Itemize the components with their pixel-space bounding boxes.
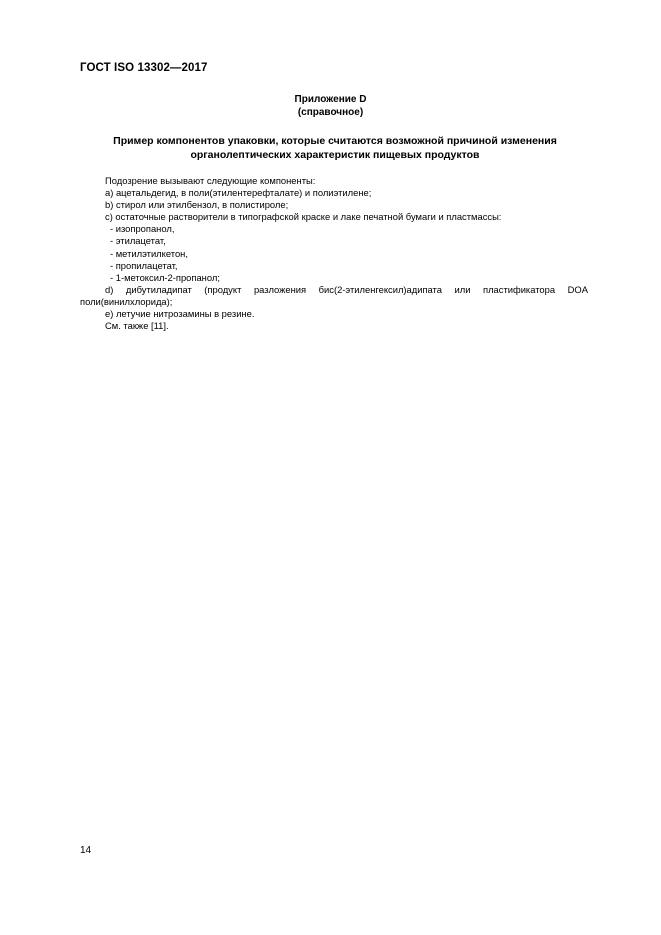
list-item-d-word: d) — [105, 283, 114, 295]
list-item-d-word: (продукт — [204, 283, 242, 295]
solvent-item: - пропилацетат, — [110, 259, 178, 271]
list-item-d-continuation: поли(винилхлорида); — [80, 295, 173, 307]
intro-paragraph: Подозрение вызывают следующие компоненты: — [105, 175, 316, 186]
page-number: 14 — [80, 845, 92, 856]
appendix-type: (справочное) — [297, 107, 364, 118]
list-item-a: a) ацетальдегид, в поли(этилентерефталате) и полиэтилене; — [105, 187, 372, 199]
appendix-title — [80, 135, 590, 162]
solvent-item: - 1-метоксил-2-пропанол; — [110, 271, 220, 283]
list-item-d-word: дибутиладипат — [125, 283, 192, 295]
list-item-c: c) остаточные растворители в типографской краске и лаке печатной бумаги и пластмассы: — [105, 211, 502, 223]
list-item-b: b) стирол или этилбензол, в полистироле; — [105, 199, 289, 211]
solvent-item: - этилацетат, — [110, 235, 166, 247]
appendix-label: Приложение D — [294, 94, 367, 105]
see-also-reference: См. также [11]. — [105, 320, 169, 332]
list-item-d-word: бис(2-этиленгексил)адипата — [318, 283, 442, 295]
list-item-d-word: или — [454, 283, 471, 295]
list-item-d-word: разложения — [253, 283, 307, 295]
title-line-2: органолептических характеристик пищевых продуктов — [190, 148, 480, 161]
list-item-e: e) летучие нитрозамины в резине. — [105, 308, 255, 320]
solvent-item: - метилэтилкетон, — [110, 247, 188, 259]
appendix-heading — [0, 93, 661, 119]
list-item-d-word: DOA — [567, 283, 588, 295]
title-line-1: Пример компонентов упаковки, которые считаются возможной причиной изменения — [113, 135, 557, 147]
list-item-d-word: пластификатора — [483, 283, 556, 295]
list-item-d — [80, 284, 588, 296]
body-text — [80, 175, 588, 332]
solvent-item: - изопропанол, — [110, 223, 175, 235]
page-header: ГОСТ ISO 13302—2017 — [80, 62, 208, 74]
